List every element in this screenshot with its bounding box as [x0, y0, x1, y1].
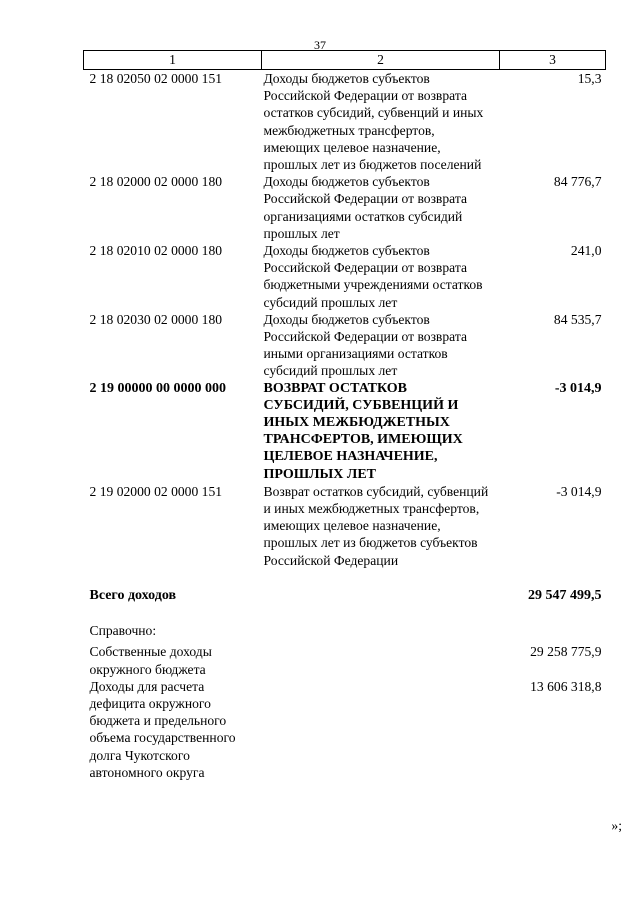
total-row: [84, 587, 606, 604]
table-row: [84, 483, 606, 569]
row-code: 2 19 02000 02 0000 151: [89, 483, 223, 499]
reference-row: [84, 643, 606, 677]
page-number: 37: [314, 38, 326, 52]
header-col-1: 1: [84, 51, 262, 70]
table-row: [84, 70, 606, 174]
row-name: Доходы бюджетов субъектов Российской Федерации от возврата иными организациями остатков субсидий прошлых лет: [263, 311, 467, 379]
row-amount: 84 776,7: [553, 174, 602, 190]
table-row: [84, 311, 606, 380]
table-row: [84, 173, 606, 242]
closing-quote-mark: »;: [611, 818, 622, 833]
row-amount: 15,3: [577, 71, 602, 86]
row-name: ВОЗВРАТ ОСТАТКОВ СУБСИДИЙ, СУБВЕНЦИЙ И ИНЫХ МЕЖБЮДЖЕТНЫХ ТРАНСФЕРТОВ, ИМЕЮЩИХ ЦЕЛЕВОЕ НАЗНАЧЕНИЕ, ПРОШЛЫХ ЛЕТ: [263, 380, 463, 482]
row-code: 2 18 02030 02 0000 180: [89, 311, 223, 327]
row-name: Доходы бюджетов субъектов Российской Федерации от возврата организациями остатков субсидий прошлых лет: [263, 174, 467, 241]
reference-amount: 13 606 318,8: [530, 678, 602, 694]
row-code: 2 19 00000 00 0000 000: [89, 380, 226, 396]
reference-label: Собственные доходы окружного бюджета: [89, 644, 212, 677]
row-amount: -3 014,9: [554, 380, 602, 396]
total-label: Всего доходов: [89, 587, 177, 603]
reference-row: [84, 678, 606, 781]
header-col-3: 3: [500, 51, 606, 70]
row-code: 2 18 02050 02 0000 151: [89, 71, 223, 86]
row-amount: 241,0: [570, 243, 602, 259]
row-name: Возврат остатков субсидий, субвенций и иных межбюджетных трансфертов, имеющих целевое назначение, прошлых лет из бюджетов субъектов Российской Федерации: [263, 483, 489, 568]
revenue-table: [83, 50, 606, 781]
header-col-2: 2: [262, 51, 500, 70]
total-amount: 29 547 499,5: [528, 587, 602, 603]
row-name: Доходы бюджетов субъектов Российской Федерации от возврата бюджетными учреждениями остатков субсидий прошлых лет: [263, 243, 483, 310]
table-row-section-heading: [84, 380, 606, 483]
reference-amount: 29 258 775,9: [530, 644, 602, 660]
row-amount: 84 535,7: [553, 311, 602, 327]
row-code: 2 18 02010 02 0000 180: [89, 243, 223, 259]
reference-title-row: [84, 622, 606, 639]
table-header-row: [84, 51, 606, 70]
row-code: 2 18 02000 02 0000 180: [89, 174, 223, 190]
row-amount: -3 014,9: [556, 483, 602, 499]
reference-label: Доходы для расчета дефицита окружного бюджета и предельного объема государственного долга Чукотского автономного округа: [89, 678, 236, 780]
reference-title: Справочно:: [89, 623, 157, 639]
row-name: Доходы бюджетов субъектов Российской Федерации от возврата остатков субсидий, субвенций и иных межбюджетных трансфертов, имеющих целевое назначение, прошлых лет из бюджетов поселений: [263, 71, 484, 173]
table-row: [84, 242, 606, 311]
